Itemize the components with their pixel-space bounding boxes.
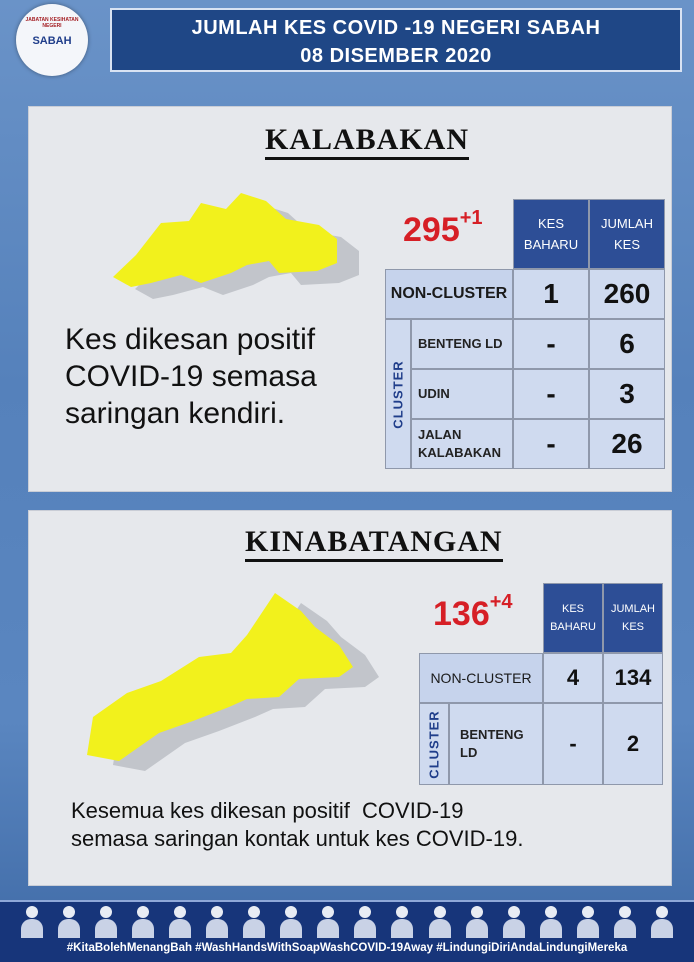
case-total-new: +1 [459, 207, 483, 229]
frontliner-icons [20, 904, 674, 942]
cluster-new: - [513, 319, 589, 369]
case-total-value: 136 [433, 595, 490, 633]
noncluster-total: 134 [603, 653, 663, 703]
cluster-label [419, 703, 449, 785]
person-icon [94, 904, 118, 938]
note-line: saringan kendiri. [65, 397, 286, 430]
detection-note [71, 797, 523, 853]
col-header-new: KES BAHARU [543, 583, 603, 653]
cluster-name: JALAN KALABAKAN [411, 419, 513, 469]
cluster-total: 6 [589, 319, 665, 369]
note-line: Kesemua kes dikesan positif COVID-19 [71, 798, 464, 823]
person-icon [316, 904, 340, 938]
logo-small-text: JABATAN KESIHATAN NEGERI [25, 17, 79, 29]
case-total [433, 591, 513, 634]
person-icon [465, 904, 489, 938]
person-icon [576, 904, 600, 938]
cluster-label-text: CLUSTER [390, 359, 406, 429]
page-title [110, 8, 682, 72]
person-icon [428, 904, 452, 938]
footer-banner [0, 900, 694, 962]
title-line-2: 08 DISEMBER 2020 [300, 45, 492, 67]
kinabatangan-map-icon [79, 585, 379, 775]
case-total-value: 295 [403, 211, 460, 249]
person-icon [613, 904, 637, 938]
cluster-total: 26 [589, 419, 665, 469]
district-title: KALABAKAN [265, 123, 469, 160]
cluster-new: - [513, 369, 589, 419]
col-header-total: JUMLAH KES [603, 583, 663, 653]
cluster-total: 2 [603, 703, 663, 785]
kalabakan-map-icon [91, 179, 366, 299]
noncluster-new: 4 [543, 653, 603, 703]
person-icon [242, 904, 266, 938]
noncluster-label: NON-CLUSTER [385, 269, 513, 319]
note-line: semasa saringan kontak untuk kes COVID-19. [71, 826, 524, 851]
kinabatangan-panel [28, 510, 672, 886]
district-title: KINABATANGAN [245, 525, 503, 562]
logo-caption: SABAH [32, 35, 72, 47]
cluster-name: BENTENG LD [449, 703, 543, 785]
noncluster-total: 260 [589, 269, 665, 319]
person-icon [279, 904, 303, 938]
person-icon [205, 904, 229, 938]
person-icon [353, 904, 377, 938]
person-icon [20, 904, 44, 938]
cluster-new: - [543, 703, 603, 785]
title-line-1: JUMLAH KES COVID -19 NEGERI SABAH [191, 17, 601, 39]
person-icon [131, 904, 155, 938]
person-icon [168, 904, 192, 938]
case-total-new: +4 [489, 591, 513, 613]
note-line: COVID-19 semasa [65, 360, 317, 393]
cluster-label [385, 319, 411, 469]
hashtag-line: #KitaBolehMenangBah #WashHandsWithSoapWashCOVID-19Away #LindungiDiriAndaLindungiMereka [66, 942, 628, 954]
person-icon [650, 904, 674, 938]
cluster-name: UDIN [411, 369, 513, 419]
noncluster-label: NON-CLUSTER [419, 653, 543, 703]
note-line: Kes dikesan positif [65, 323, 316, 356]
cluster-label-text: CLUSTER [426, 709, 442, 779]
col-header-total: JUMLAH KES [589, 199, 665, 269]
noncluster-new: 1 [513, 269, 589, 319]
person-icon [390, 904, 414, 938]
person-icon [539, 904, 563, 938]
person-icon [57, 904, 81, 938]
sabah-health-logo [16, 4, 88, 76]
cluster-new: - [513, 419, 589, 469]
cluster-total: 3 [589, 369, 665, 419]
cluster-name: BENTENG LD [411, 319, 513, 369]
person-icon [502, 904, 526, 938]
case-total [403, 207, 483, 250]
col-header-new: KES BAHARU [513, 199, 589, 269]
detection-note [65, 321, 317, 432]
kalabakan-panel [28, 106, 672, 492]
